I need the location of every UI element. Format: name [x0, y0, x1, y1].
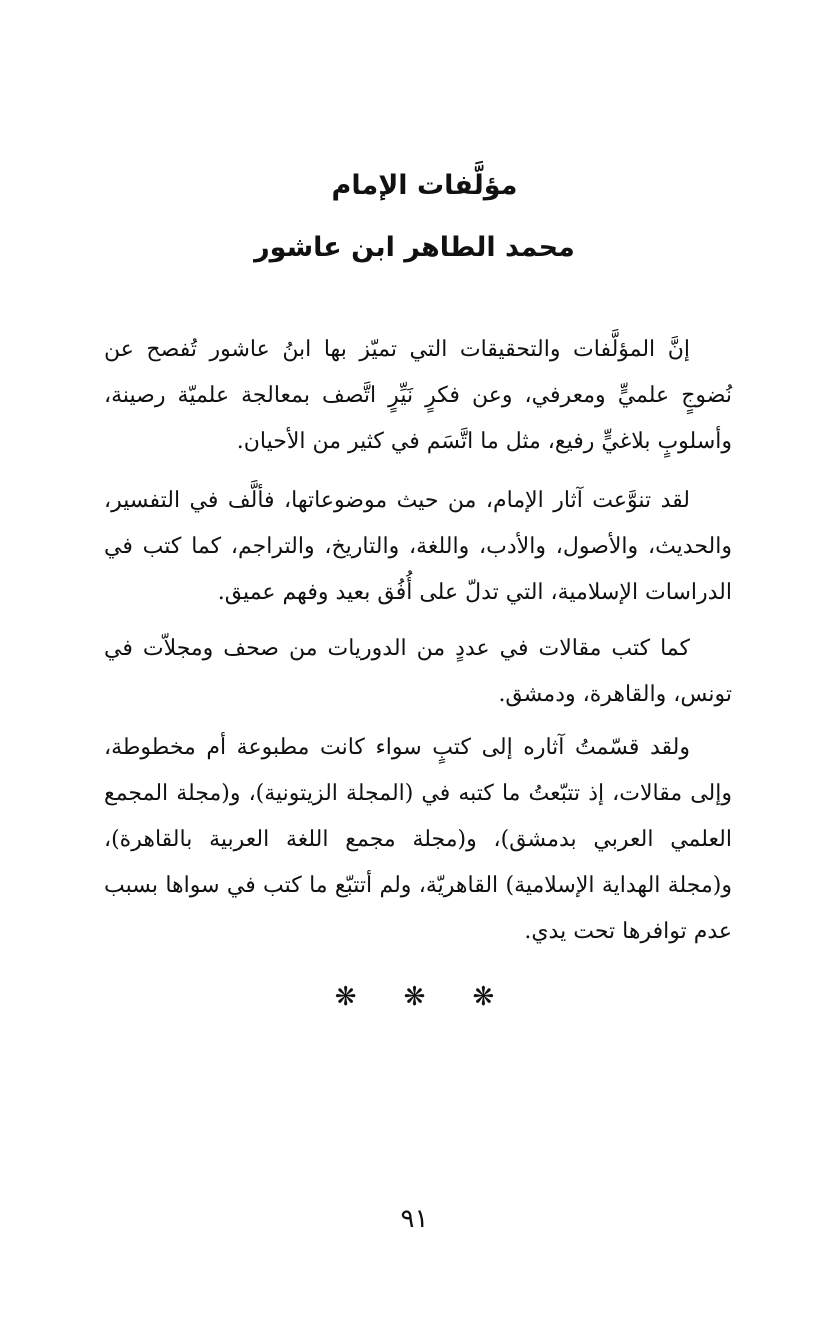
page-number: ٩١	[400, 1204, 429, 1234]
chapter-subtitle: محمد الطاهر ابن عاشور	[254, 232, 575, 263]
paragraph-intro: إنَّ المؤلَّفات والتحقيقات التي تميّز بها ابنُ عاشور تُفصح عن نُضوجٍ علميٍّ ومعرفي، وعن فكرٍ نَيِّرٍ اتَّصف بمعالجة علميّة رصينة، وأسلوبٍ بلاغيٍّ رفيع، مثل ما اتَّسَم في كثير من الأحيان.	[104, 337, 732, 454]
paragraph-articles: كما كتب مقالات في عددٍ من الدوريات من صحف ومجلاّت في تونس، والقاهرة، ودمشق.	[104, 636, 732, 707]
asterisk-ornament-icon: ❋	[334, 982, 357, 1012]
paragraph-topics: لقد تنوَّعت آثار الإمام، من حيث موضوعاتها، فألَّف في التفسير، والحديث، والأصول، والأدب، واللغة، والتاريخ، والتراجم، كما كتب في الدراسات الإسلامية، التي تدلّ على أُفُق بعيد وفهم عميق.	[104, 488, 732, 605]
asterisk-ornament-icon: ❋	[403, 982, 426, 1012]
asterisk-ornament-icon: ❋	[472, 982, 495, 1012]
section-separator	[0, 982, 829, 1012]
paragraph-classification: ولقد قسّمتُ آثاره إلى كتبٍ سواء كانت مطبوعة أم مخطوطة، وإلى مقالات، إذ تتبّعتُ ما كتبه في (المجلة الزيتونية)، و(مجلة المجمع العلمي العربي بدمشق)، و(مجلة مجمع اللغة العربية بالقاهرة)، و(مجلة الهداية الإسلامية) القاهريّة، ولم أتتبّع ما كتب في سواها بسبب عدم توافرها تحت يدي.	[104, 735, 732, 944]
chapter-title: مؤلَّفات الإمام	[331, 170, 518, 201]
